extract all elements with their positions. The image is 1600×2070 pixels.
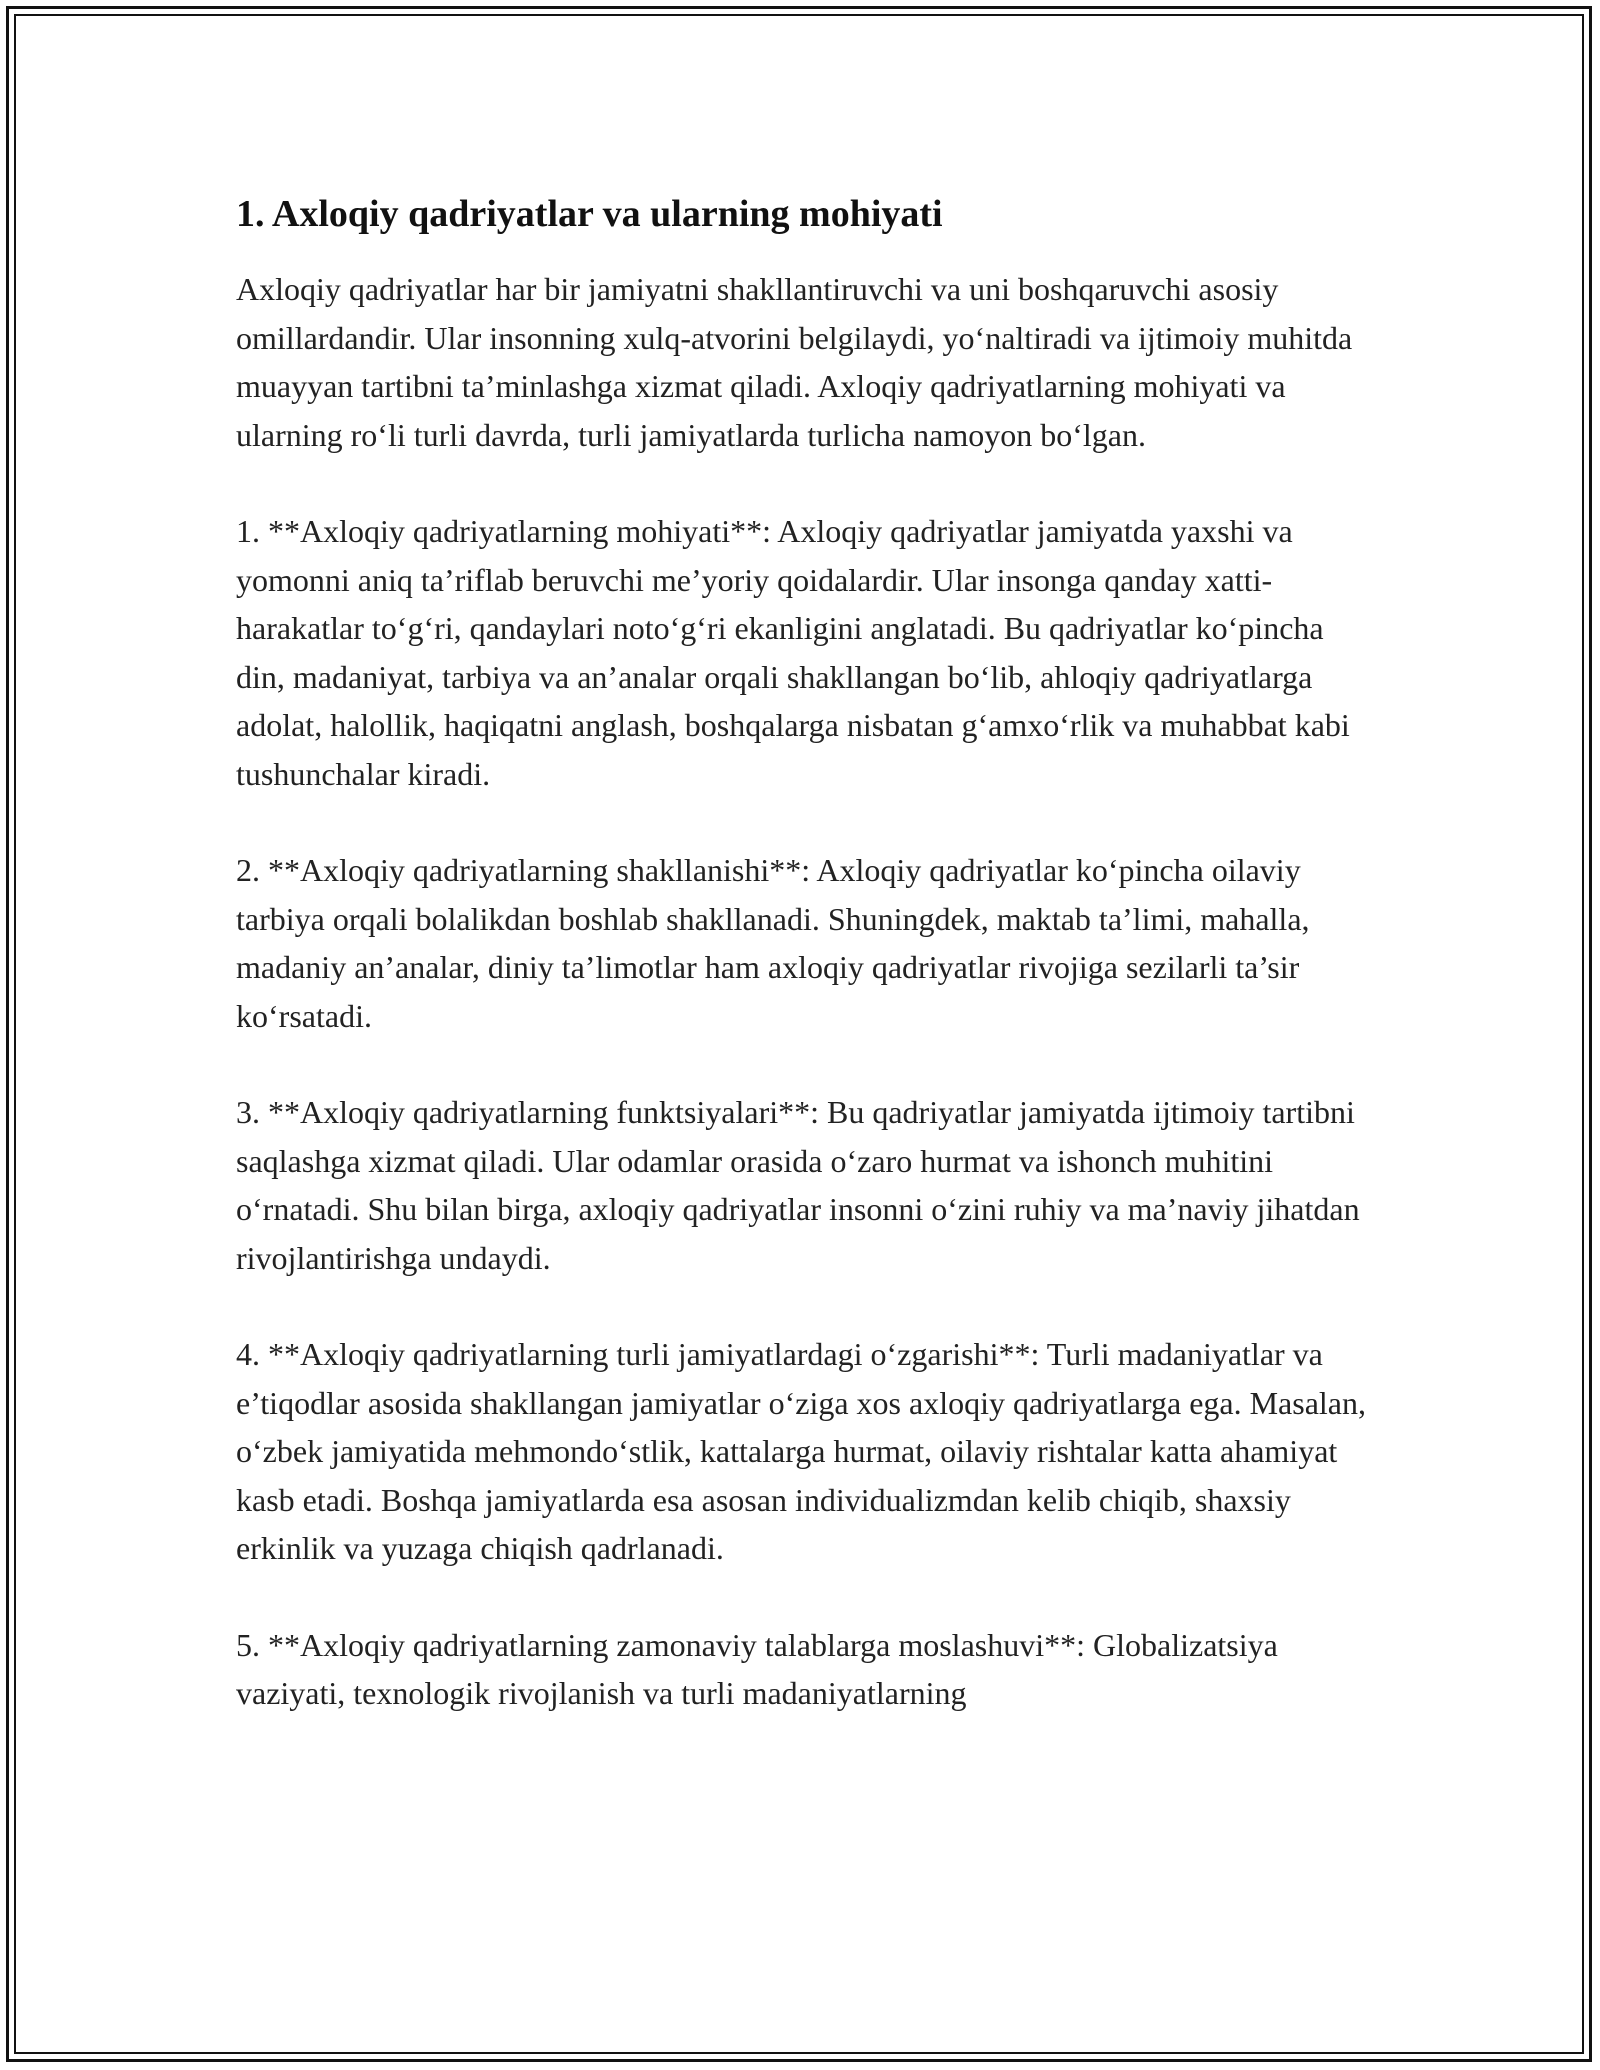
point-4-paragraph: 4. **Axloqiy qadriyatlarning turli jamiyatlardagi o‘zgarishi**: Turli madaniyatlar va e’tiqodlar asosida shakllangan jamiyatlar o‘ziga xos axloqiy qadriyatlarga ega. Masalan, o‘zbek jamiyatida mehmondo‘stlik, kattalarga hurmat, oilaviy rishtalar katta ahamiyat kasb etadi. Boshqa jamiyatlarda esa asosan individualizmdan kelib chiqib, shaxsiy erkinlik va yuzaga chiqish qadrlanadi. (236, 1336, 1366, 1566)
point-1-paragraph: 1. **Axloqiy qadriyatlarning mohiyati**: Axloqiy qadriyatlar jamiyatda yaxshi va yomonni aniq ta’riflab beruvchi me’yoriy qoidalardir. Ular insonga qanday xatti-harakatlar to‘g‘ri, qandaylari noto‘g‘ri ekanligini anglatadi. Bu qadriyatlar ko‘pincha din, madaniyat, tarbiya va an’analar orqali shakllangan bo‘lib, ahloqiy qadriyatlarga adolat, halollik, haqiqatni anglash, boshqalarga nisbatan g‘amxo‘rlik va muhabbat kabi tushunchalar kiradi. (236, 513, 1350, 792)
point-5-paragraph: 5. **Axloqiy qadriyatlarning zamonaviy talablarga moslashuvi**: Globalizatsiya vaziyati, texnologik rivojlanish va turli madaniyatlarning (236, 1626, 1278, 1711)
intro-paragraph: Axloqiy qadriyatlar har bir jamiyatni shakllantiruvchi va uni boshqaruvchi asosiy omillardandir. Ular insonning xulq-atvorini belgilaydi, yo‘naltiradi va ijtimoiy muhitda muayyan tartibni ta’minlashga xizmat qiladi. Axloqiy qadriyatlarning mohiyati va ularning ro‘li turli davrda, turli jamiyatlarda turlicha namoyon bo‘lgan. (236, 271, 1353, 453)
point-3-paragraph: 3. **Axloqiy qadriyatlarning funktsiyalari**: Bu qadriyatlar jamiyatda ijtimoiy tartibni saqlashga xizmat qiladi. Ular odamlar orasida o‘zaro hurmat va ishonch muhitini o‘rnatadi. Shu bilan birga, axloqiy qadriyatlar insonni o‘zini ruhiy va ma’naviy jihatdan rivojlantirishga undaydi. (236, 1094, 1360, 1276)
point-2-paragraph: 2. **Axloqiy qadriyatlarning shakllanishi**: Axloqiy qadriyatlar ko‘pincha oilaviy tarbiya orqali bolalikdan boshlab shakllanadi. Shuningdek, maktab ta’limi, mahalla, madaniy an’analar, diniy ta’limotlar ham axloqiy qadriyatlar rivojiga sezilarli ta’sir ko‘rsatadi. (236, 852, 1310, 1034)
document-body (236, 185, 1376, 1766)
section-heading: 1. Axloqiy qadriyatlar va ularning mohiyati (236, 193, 943, 235)
